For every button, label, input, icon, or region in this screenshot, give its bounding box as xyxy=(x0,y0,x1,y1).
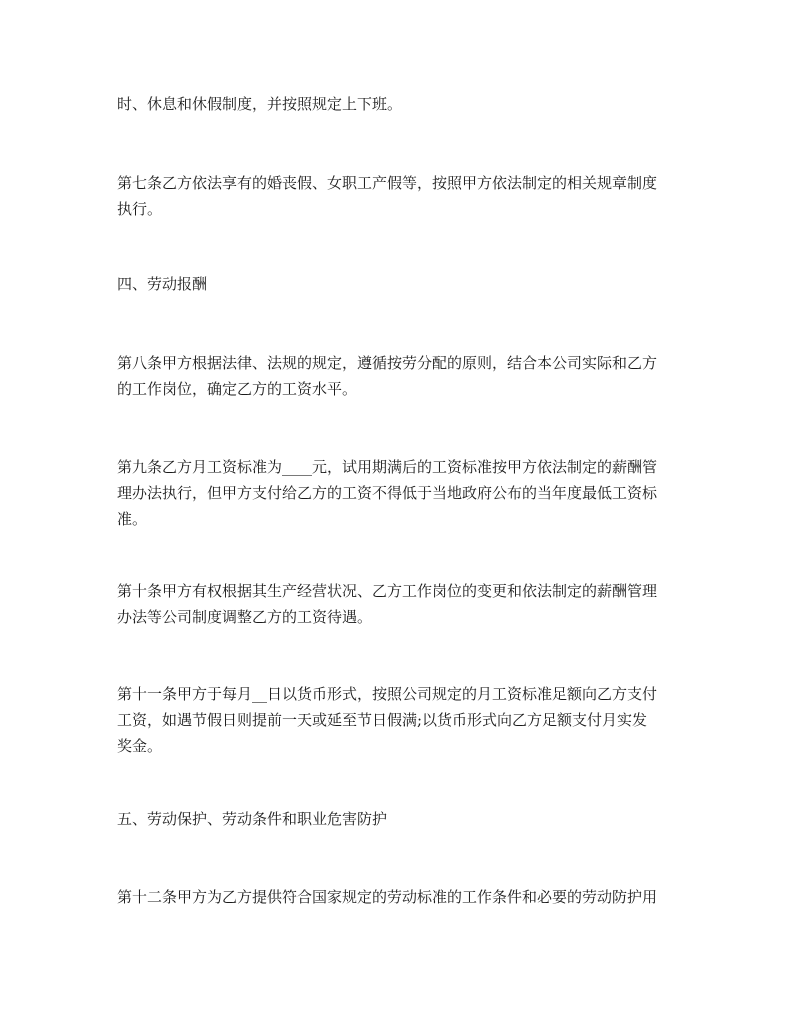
section-heading-labor-protection xyxy=(117,806,682,832)
text-line: 五、劳动保护、劳动条件和职业危害防护 xyxy=(117,810,388,828)
text-line: 执行。 xyxy=(117,200,163,218)
text-line: 第九条乙方月工资标准为____元，试用期满后的工资标准按甲方依法制定的薪酬管 xyxy=(117,458,658,476)
text-line: 理办法执行，但甲方支付给乙方的工资不得低于当地政府公布的当年度最低工资标 xyxy=(117,484,658,502)
text-line: 的工作岗位，确定乙方的工资水平。 xyxy=(117,380,358,398)
text-line: 时、休息和休假制度，并按照规定上下班。 xyxy=(117,95,403,113)
text-line: 四、劳动报酬 xyxy=(117,275,208,293)
section-heading-labor-remuneration xyxy=(117,271,682,297)
paragraph-article-8 xyxy=(117,350,682,402)
paragraph-article-9 xyxy=(117,454,682,532)
paragraph-article-11 xyxy=(117,681,682,759)
text-line: 第十二条甲方为乙方提供符合国家规定的劳动标准的工作条件和必要的劳动防护用 xyxy=(117,888,658,906)
text-line: 第八条甲方根据法律、法规的规定，遵循按劳分配的原则，结合本公司实际和乙方 xyxy=(117,354,658,372)
paragraph-article-10 xyxy=(117,578,682,630)
text-line: 办法等公司制度调整乙方的工资待遇。 xyxy=(117,608,373,626)
text-line: 第七条乙方依法享有的婚丧假、女职工产假等，按照甲方依法制定的相关规章制度 xyxy=(117,174,658,192)
text-line: 第十一条甲方于每月__日以货币形式，按照公司规定的月工资标准足额向乙方支付 xyxy=(117,685,658,703)
text-line: 第十条甲方有权根据其生产经营状况、乙方工作岗位的变更和依法制定的薪酬管理 xyxy=(117,582,658,600)
paragraph-rest-schedule xyxy=(117,91,682,117)
text-line: 准。 xyxy=(117,510,148,528)
text-line: 工资，如遇节假日则提前一天或延至节日假满;以货币形式向乙方足额支付月实发 xyxy=(117,711,648,729)
paragraph-article-7 xyxy=(117,170,682,222)
paragraph-article-12 xyxy=(117,884,682,910)
text-line: 奖金。 xyxy=(117,737,163,755)
